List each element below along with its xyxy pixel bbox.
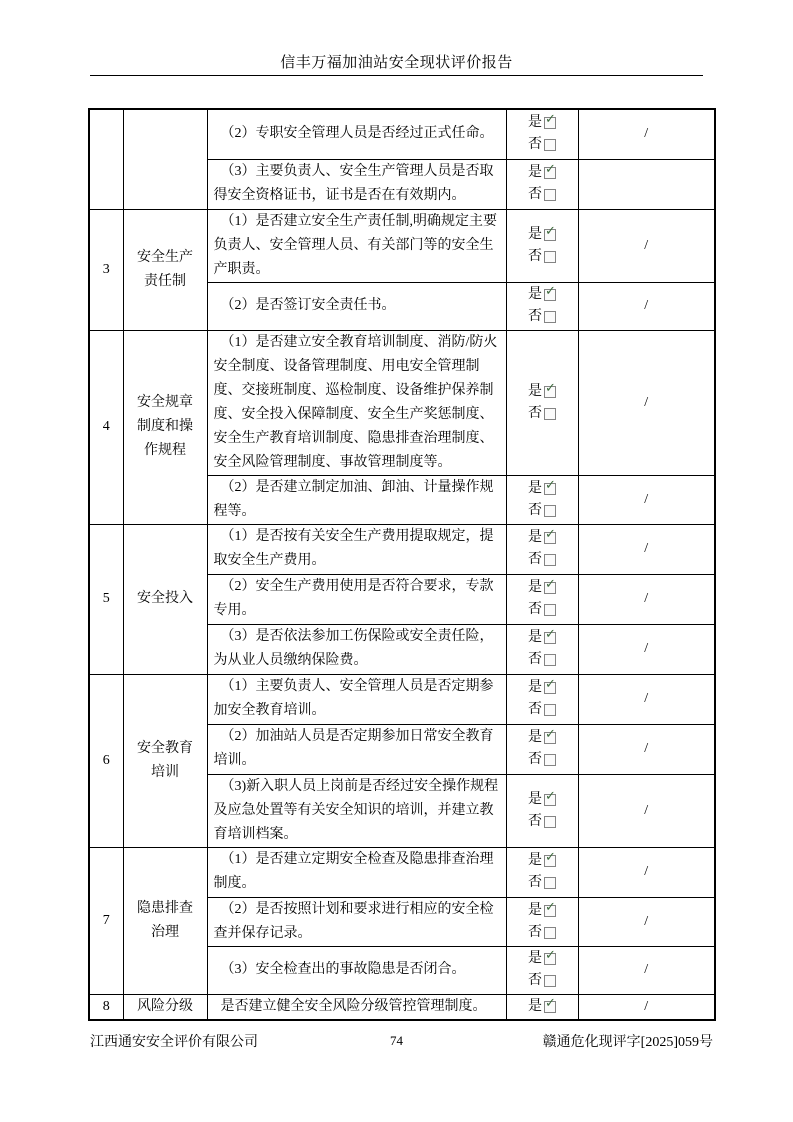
checkbox-checked-icon <box>544 380 556 398</box>
yes-no-options <box>507 224 578 268</box>
check-item-cell <box>207 475 506 524</box>
checkbox-checked-icon <box>544 162 556 179</box>
check-item-cell <box>207 159 506 209</box>
checkbox-unchecked-icon <box>544 408 556 420</box>
no-option <box>528 749 556 771</box>
check-mark-icon: ✓ <box>545 995 556 1011</box>
yes-no-options <box>507 284 578 328</box>
remark-cell: / <box>578 624 715 674</box>
yes-label: 是 <box>528 226 542 242</box>
remark-cell: / <box>578 847 715 897</box>
category-cell <box>123 524 207 674</box>
yes-label: 是 <box>528 530 542 545</box>
footer-doc-number: 赣通危化现评字[2025]059号 <box>542 1035 713 1050</box>
checkbox-checked-icon <box>544 577 556 594</box>
yes-no-options <box>507 478 578 522</box>
checkbox-checked-icon <box>544 788 556 806</box>
yes-option <box>528 789 556 811</box>
no-option <box>528 184 556 206</box>
no-option <box>528 922 556 944</box>
yes-label: 是 <box>528 680 542 695</box>
check-item-text: （2）安全生产费用使用是否符合要求，专款专用。 <box>213 579 494 618</box>
checkbox-unchecked-icon <box>544 311 556 323</box>
checkbox-unchecked-icon <box>544 816 556 828</box>
row-number-cell: 7 <box>89 847 123 994</box>
yes-no-cell <box>506 524 578 574</box>
checklist-table <box>88 108 716 1021</box>
no-option <box>528 134 556 156</box>
check-item-cell <box>207 774 506 847</box>
yes-label: 是 <box>528 165 542 180</box>
no-option <box>528 970 556 992</box>
yes-no-options <box>507 789 578 833</box>
yes-label: 是 <box>528 902 542 918</box>
no-label: 否 <box>528 752 542 767</box>
checkbox-unchecked-icon <box>544 704 556 716</box>
checkbox-unchecked-icon <box>544 554 556 566</box>
yes-no-options <box>507 162 578 206</box>
yes-option <box>528 162 556 184</box>
checkbox-checked-icon <box>544 527 556 544</box>
check-mark-icon: ✓ <box>545 527 556 542</box>
remark-cell: / <box>578 774 715 847</box>
yes-no-cell <box>506 282 578 330</box>
remark-cell: / <box>578 674 715 724</box>
category-label: 隐患排查治理 <box>137 900 193 940</box>
checkbox-checked-icon <box>544 899 556 917</box>
no-option <box>528 649 556 671</box>
category-cell <box>123 994 207 1020</box>
check-item-text: （2）专职安全管理人员是否经过正式任命。 <box>220 126 494 142</box>
remark-cell: / <box>578 524 715 574</box>
check-item-cell <box>207 330 506 475</box>
check-mark-icon: ✓ <box>545 850 556 865</box>
checkbox-unchecked-icon <box>544 139 556 151</box>
yes-option <box>528 900 556 922</box>
no-label: 否 <box>528 309 542 324</box>
check-item-text: （1）主要负责人、安全管理人员是否定期参加安全教育培训。 <box>213 679 494 718</box>
yes-no-cell <box>506 574 578 624</box>
remark-cell: / <box>578 946 715 994</box>
row-number-cell <box>89 109 123 209</box>
checkbox-checked-icon <box>544 727 556 744</box>
check-item-cell <box>207 524 506 574</box>
page-title: 信丰万福加油站安全现状评价报告 <box>280 55 513 71</box>
table-row <box>89 109 715 159</box>
check-item-cell <box>207 946 506 994</box>
no-label: 否 <box>528 137 542 153</box>
check-item-text: （1）是否建立安全教育培训制度、消防/防火安全制度、设备管理制度、用电安全管理制度、交接班制度、巡检制度、设备维护保养制度、安全投入保障制度、安全生产奖惩制度、安全生产教育培训制度、隐患排查治理制度、安全风险管理制度、事故管理制度等。 <box>213 334 498 470</box>
check-mark-icon: ✓ <box>545 380 556 396</box>
checkbox-unchecked-icon <box>544 189 556 201</box>
check-item-cell <box>207 994 506 1020</box>
category-label: 安全生产责任制 <box>137 249 193 289</box>
yes-option <box>528 948 556 970</box>
yes-no-cell <box>506 330 578 475</box>
checkbox-checked-icon <box>544 112 556 129</box>
check-item-text: （1）是否建立安全生产责任制,明确规定主要负责人、安全管理人员、有关部门等的安全生产职责。 <box>213 213 497 277</box>
no-option <box>528 872 556 894</box>
table-row <box>89 524 715 574</box>
yes-no-cell <box>506 897 578 946</box>
remark-cell <box>578 159 715 209</box>
check-mark-icon: ✓ <box>545 788 556 804</box>
yes-label: 是 <box>528 287 542 302</box>
checkbox-unchecked-icon <box>544 251 556 263</box>
no-option <box>528 811 556 833</box>
category-cell <box>123 847 207 994</box>
check-item-cell <box>207 847 506 897</box>
check-item-text: （1）是否建立定期安全检查及隐患排查治理制度。 <box>213 852 494 891</box>
yes-no-cell <box>506 847 578 897</box>
yes-no-options <box>507 112 578 156</box>
row-number-cell: 8 <box>89 994 123 1020</box>
no-label: 否 <box>528 552 542 567</box>
check-mark-icon: ✓ <box>545 284 556 299</box>
category-cell <box>123 330 207 524</box>
table-row <box>89 209 715 282</box>
checkbox-unchecked-icon <box>544 604 556 616</box>
yes-no-options <box>507 627 578 671</box>
yes-no-cell <box>506 674 578 724</box>
check-item-cell <box>207 109 506 159</box>
checkbox-checked-icon <box>544 223 556 241</box>
table-row <box>89 847 715 897</box>
yes-no-cell <box>506 159 578 209</box>
no-option <box>528 699 556 721</box>
check-mark-icon: ✓ <box>545 627 556 642</box>
check-item-cell <box>207 724 506 774</box>
no-label: 否 <box>528 248 542 264</box>
no-option <box>528 500 556 522</box>
row-number-cell: 3 <box>89 209 123 330</box>
check-item-text: （2）是否按照计划和要求进行相应的安全检查并保存记录。 <box>213 901 494 941</box>
no-label: 否 <box>528 602 542 617</box>
check-item-text: （2）是否签订安全责任书。 <box>220 298 396 313</box>
check-item-cell <box>207 624 506 674</box>
yes-label: 是 <box>528 480 542 496</box>
no-option <box>528 599 556 621</box>
yes-label: 是 <box>528 951 542 966</box>
check-mark-icon: ✓ <box>545 899 556 915</box>
check-mark-icon: ✓ <box>545 948 556 963</box>
no-label: 否 <box>528 187 542 202</box>
yes-option <box>528 284 556 306</box>
check-item-text: （2）是否建立制定加油、卸油、计量操作规程等。 <box>213 479 494 519</box>
footer-page-number: 74 <box>390 1033 403 1048</box>
checkbox-unchecked-icon <box>544 927 556 939</box>
yes-option <box>528 627 556 649</box>
no-label: 否 <box>528 924 542 940</box>
row-number-cell: 6 <box>89 674 123 847</box>
check-item-text: （3）安全检查出的事故隐患是否闭合。 <box>220 962 466 977</box>
check-item-cell <box>207 282 506 330</box>
category-cell <box>123 109 207 209</box>
yes-no-cell <box>506 994 578 1020</box>
check-item-cell <box>207 897 506 946</box>
checkbox-checked-icon <box>544 627 556 644</box>
check-item-text: （3）是否依法参加工伤保险或安全责任险，为从业人员缴纳保险费。 <box>213 629 494 668</box>
no-option <box>528 246 556 268</box>
remark-cell: / <box>578 282 715 330</box>
check-item-cell <box>207 674 506 724</box>
yes-label: 是 <box>528 580 542 595</box>
checkbox-unchecked-icon <box>544 654 556 666</box>
yes-label: 是 <box>528 115 542 131</box>
checkbox-unchecked-icon <box>544 975 556 987</box>
yes-no-options <box>507 727 578 771</box>
table-row <box>89 994 715 1020</box>
check-item-text: （1）是否按有关安全生产费用提取规定，提取安全生产费用。 <box>213 529 494 568</box>
no-label: 否 <box>528 502 542 518</box>
checkbox-checked-icon <box>544 477 556 495</box>
check-item-cell <box>207 209 506 282</box>
remark-cell: / <box>578 724 715 774</box>
check-item-text: （3)新入职人员上岗前是否经过安全操作规程及应急处置等有关安全知识的培训，并建立教育培训档案。 <box>213 778 499 842</box>
yes-label: 是 <box>528 630 542 645</box>
check-item-cell <box>207 574 506 624</box>
yes-option <box>528 224 556 246</box>
yes-no-cell <box>506 209 578 282</box>
yes-label: 是 <box>528 383 542 399</box>
yes-no-cell <box>506 475 578 524</box>
table-row <box>89 330 715 475</box>
category-label: 安全规章制度和操作规程 <box>137 395 193 458</box>
category-label: 安全投入 <box>137 591 193 606</box>
yes-no-cell <box>506 774 578 847</box>
no-label: 否 <box>528 813 542 829</box>
yes-option <box>528 577 556 599</box>
yes-option <box>528 677 556 699</box>
table-row <box>89 674 715 724</box>
remark-cell: / <box>578 109 715 159</box>
yes-label: 是 <box>528 791 542 807</box>
no-label: 否 <box>528 973 542 988</box>
row-number-cell: 4 <box>89 330 123 524</box>
checkbox-checked-icon <box>544 677 556 694</box>
no-label: 否 <box>528 405 542 421</box>
yes-option <box>528 996 556 1018</box>
yes-option <box>528 727 556 749</box>
checkbox-checked-icon <box>544 995 556 1013</box>
check-item-text: （3）主要负责人、安全生产管理人员是否取得安全资格证书，证书是否在有效期内。 <box>213 164 494 203</box>
checkbox-unchecked-icon <box>544 754 556 766</box>
yes-label: 是 <box>528 853 542 868</box>
yes-label: 是 <box>528 730 542 745</box>
no-label: 否 <box>528 652 542 667</box>
row-number-cell: 5 <box>89 524 123 674</box>
yes-no-options <box>507 948 578 992</box>
checkbox-checked-icon <box>544 948 556 965</box>
yes-no-options <box>507 527 578 571</box>
yes-option <box>528 527 556 549</box>
check-item-text: 是否建立健全安全风险分级管控管理制度。 <box>220 998 487 1014</box>
yes-option <box>528 381 556 403</box>
yes-no-options <box>507 577 578 621</box>
yes-option <box>528 478 556 500</box>
remark-cell: / <box>578 475 715 524</box>
yes-option <box>528 850 556 872</box>
yes-no-options <box>507 850 578 894</box>
checkbox-checked-icon <box>544 850 556 867</box>
no-label: 否 <box>528 875 542 890</box>
yes-no-options <box>507 381 578 425</box>
yes-no-cell <box>506 109 578 159</box>
category-cell <box>123 209 207 330</box>
no-option <box>528 549 556 571</box>
check-item-text: （2）加油站人员是否定期参加日常安全教育培训。 <box>213 729 494 768</box>
category-cell <box>123 674 207 847</box>
checkbox-checked-icon <box>544 284 556 301</box>
yes-option <box>528 112 556 134</box>
check-mark-icon: ✓ <box>545 112 556 128</box>
no-label: 否 <box>528 702 542 717</box>
no-option <box>528 403 556 425</box>
check-mark-icon: ✓ <box>545 477 556 493</box>
yes-no-options <box>507 900 578 944</box>
no-option <box>528 306 556 328</box>
check-mark-icon: ✓ <box>545 162 556 177</box>
yes-no-cell <box>506 724 578 774</box>
footer-company: 江西通安安全评价有限公司 <box>90 1035 258 1050</box>
yes-no-options <box>507 677 578 721</box>
check-mark-icon: ✓ <box>545 727 556 742</box>
checkbox-unchecked-icon <box>544 877 556 889</box>
yes-no-options <box>507 996 578 1018</box>
category-label: 风险分级 <box>137 998 193 1014</box>
remark-cell: / <box>578 994 715 1020</box>
remark-cell: / <box>578 209 715 282</box>
remark-cell: / <box>578 574 715 624</box>
header-divider <box>90 75 703 76</box>
check-mark-icon: ✓ <box>545 577 556 592</box>
check-mark-icon: ✓ <box>545 223 556 239</box>
remark-cell: / <box>578 330 715 475</box>
yes-no-cell <box>506 946 578 994</box>
yes-no-cell <box>506 624 578 674</box>
check-mark-icon: ✓ <box>545 677 556 692</box>
remark-cell: / <box>578 897 715 946</box>
yes-label: 是 <box>528 998 542 1014</box>
checkbox-unchecked-icon <box>544 505 556 517</box>
category-label: 安全教育培训 <box>137 740 193 780</box>
